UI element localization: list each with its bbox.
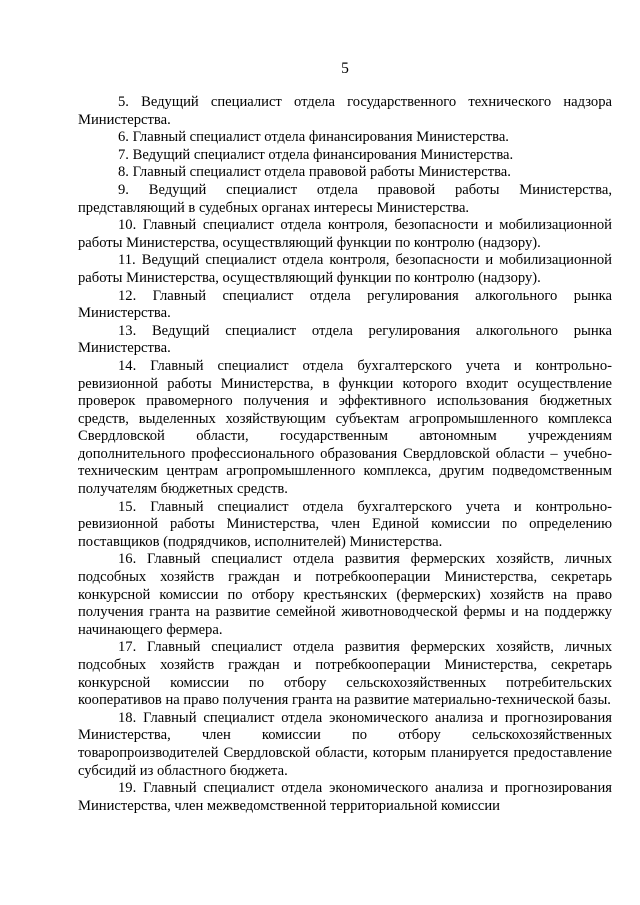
document-body xyxy=(78,94,612,815)
list-item: 10. Главный специалист отдела контроля, безопасности и мобилизационной работы Министерства, осуществляющий функции по контролю (надзору). xyxy=(78,217,612,251)
list-item: 12. Главный специалист отдела регулирования алкогольного рынка Министерства. xyxy=(78,287,612,322)
list-item: 14. Главный специалист отдела бухгалтерского учета и контрольно-ревизионной работы Министерства, в функции которого входит осуществление проверок правомерного получения и эффективного использования бюджетных средств, выделенных хозяйствующим субъектам агропромышленного комплекса Свердловской области, государственным автономным учреждениям дополнительного профессионального образования Свердловской области – учебно-техническим центрам агропромышленного комплекса, другим подведомственным получателям бюджетных средств. xyxy=(78,357,612,498)
list-item: 17. Главный специалист отдела развития фермерских хозяйств, личных подсобных хозяйств граждан и потребкооперации Министерства, секретарь конкурсной комиссии по отбору сельскохозяйственных потребительских кооперативов на право получения гранта на развитие материально-технической базы. xyxy=(78,639,612,709)
list-item: 13. Ведущий специалист отдела регулирования алкогольного рынка Министерства. xyxy=(78,322,612,357)
list-item: 9. Ведущий специалист отдела правовой работы Министерства, представляющий в судебных органах интересы Министерства. xyxy=(78,181,612,216)
list-item: 15. Главный специалист отдела бухгалтерского учета и контрольно-ревизионной работы Министерства, член Единой комиссии по определению поставщиков (подрядчиков, исполнителей) Министерства. xyxy=(78,498,612,550)
list-item: 6. Главный специалист отдела финансирования Министерства. xyxy=(118,129,509,146)
list-item: 11. Ведущий специалист отдела контроля, безопасности и мобилизационной работы Министерства, осуществляющий функции по контролю (надзору). xyxy=(78,252,612,286)
list-item: 7. Ведущий специалист отдела финансирования Министерства. xyxy=(118,146,514,163)
list-item: 5. Ведущий специалист отдела государственного технического надзора Министерства. xyxy=(78,94,612,128)
page-number: 5 xyxy=(341,60,349,77)
list-item: 8. Главный специалист отдела правовой работы Министерства. xyxy=(118,164,511,181)
list-item: 18. Главный специалист отдела экономического анализа и прогнозирования Министерства, член комиссии по отбору сельскохозяйственных товаропроизводителей Свердловской области, которым планируется предоставление субсидий из областного бюджета. xyxy=(78,709,612,779)
list-item: 19. Главный специалист отдела экономического анализа и прогнозирования Министерства, член межведомственной территориальной комиссии xyxy=(78,780,612,814)
list-item: 16. Главный специалист отдела развития фермерских хозяйств, личных подсобных хозяйств граждан и потребкооперации Министерства, секретарь конкурсной комиссии по отбору крестьянских (фермерских) хозяйств на право получения гранта на развитие семейной животноводческой фермы и на поддержку начинающего фермера. xyxy=(78,551,612,638)
